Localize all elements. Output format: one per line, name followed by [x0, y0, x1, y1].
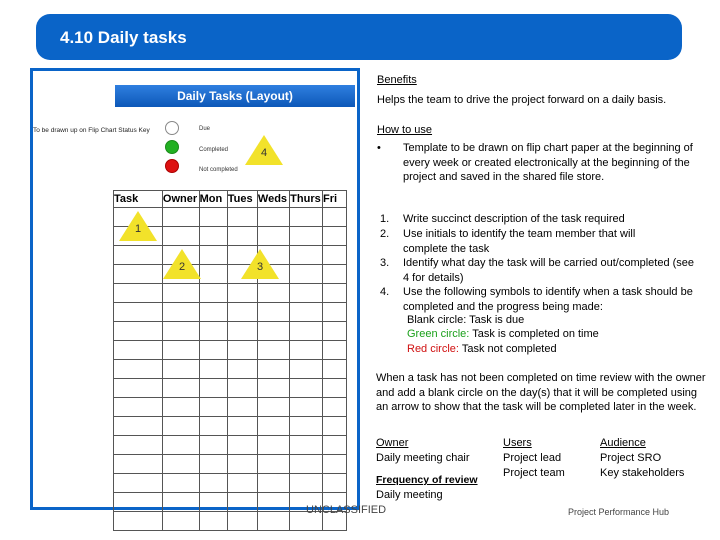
step-number-2: 2. — [380, 228, 390, 240]
step-text-1: Write succinct description of the task required — [403, 213, 625, 225]
step-text-4: Use the following symbols to identify when a task should be completed and the progress being made: — [403, 286, 693, 313]
legend-label-due: Due — [199, 126, 211, 132]
marker-triangle-1: 1 — [119, 211, 157, 241]
green-circle-icon — [165, 140, 179, 154]
column-header-fri: Fri — [323, 191, 347, 208]
column-header-task: Task — [114, 191, 163, 208]
legend-label-not-completed: Not completed — [199, 167, 238, 173]
daily-tasks-layout-figure — [30, 68, 360, 510]
marker-triangle-3: 3 — [241, 249, 279, 279]
symbol-blank-circle: Blank circle: Task is due — [407, 314, 525, 326]
page-title: 4.10 Daily tasks — [60, 28, 187, 47]
owner-heading: Owner — [376, 437, 409, 449]
audience-value-2: Key stakeholders — [600, 467, 685, 479]
marker-triangle-4: 4 — [245, 135, 283, 165]
users-heading: Users — [503, 437, 532, 449]
bullet-text: Template to be drawn on flip chart paper at the beginning of every week or created electronically at the beginning of the project and saved in the shared file store. — [403, 142, 693, 183]
audience-heading: Audience — [600, 437, 646, 449]
red-circle-icon — [165, 159, 179, 173]
audience-value-1: Project SRO — [600, 452, 662, 464]
status-key-title: To be drawn up on Flip Chart Status Key — [33, 127, 150, 134]
column-header-mon: Mon — [199, 191, 227, 208]
how-to-use-heading: How to use — [377, 124, 433, 136]
frequency-value: Daily meeting — [376, 489, 443, 501]
symbol-green-circle: Green circle: Task is completed on time — [407, 328, 599, 340]
column-header-thurs: Thurs — [290, 191, 323, 208]
step-number-4: 4. — [380, 286, 390, 298]
note-text: When a task has not been completed on time review with the owner and add a blank circle on the day(s) that it will be completed using an arrow to show that the task will be completed later in the week. — [376, 372, 706, 413]
frequency-heading: Frequency of review — [376, 474, 478, 486]
step-text-3: Identify what day the task will be carried out/completed (see 4 for details) — [403, 257, 695, 284]
column-header-owner: Owner — [162, 191, 199, 208]
bullet-marker: • — [377, 142, 381, 154]
tasks-grid — [113, 190, 347, 531]
benefits-text: Helps the team to drive the project forward on a daily basis. — [377, 94, 667, 106]
benefits-heading: Benefits — [377, 74, 417, 86]
users-value-1: Project lead — [503, 452, 562, 464]
users-value-2: Project team — [503, 467, 565, 479]
brand-footer: Project Performance Hub — [568, 507, 670, 517]
symbol-red-circle: Red circle: Task not completed — [407, 343, 557, 355]
step-number-1: 1. — [380, 213, 390, 225]
legend-label-completed: Completed — [199, 147, 229, 153]
step-number-3: 3. — [380, 257, 390, 269]
blank-circle-icon — [165, 121, 179, 135]
column-header-tues: Tues — [227, 191, 257, 208]
step-text-2: Use initials to identify the team member that will complete the task — [403, 228, 636, 255]
owner-value: Daily meeting chair — [376, 452, 470, 464]
title-banner — [36, 14, 682, 60]
marker-triangle-2: 2 — [163, 249, 201, 279]
figure-header: Daily Tasks (Layout) — [115, 85, 355, 107]
column-header-weds: Weds — [257, 191, 289, 208]
classification-label: UNCLASSIFIED — [306, 504, 387, 516]
